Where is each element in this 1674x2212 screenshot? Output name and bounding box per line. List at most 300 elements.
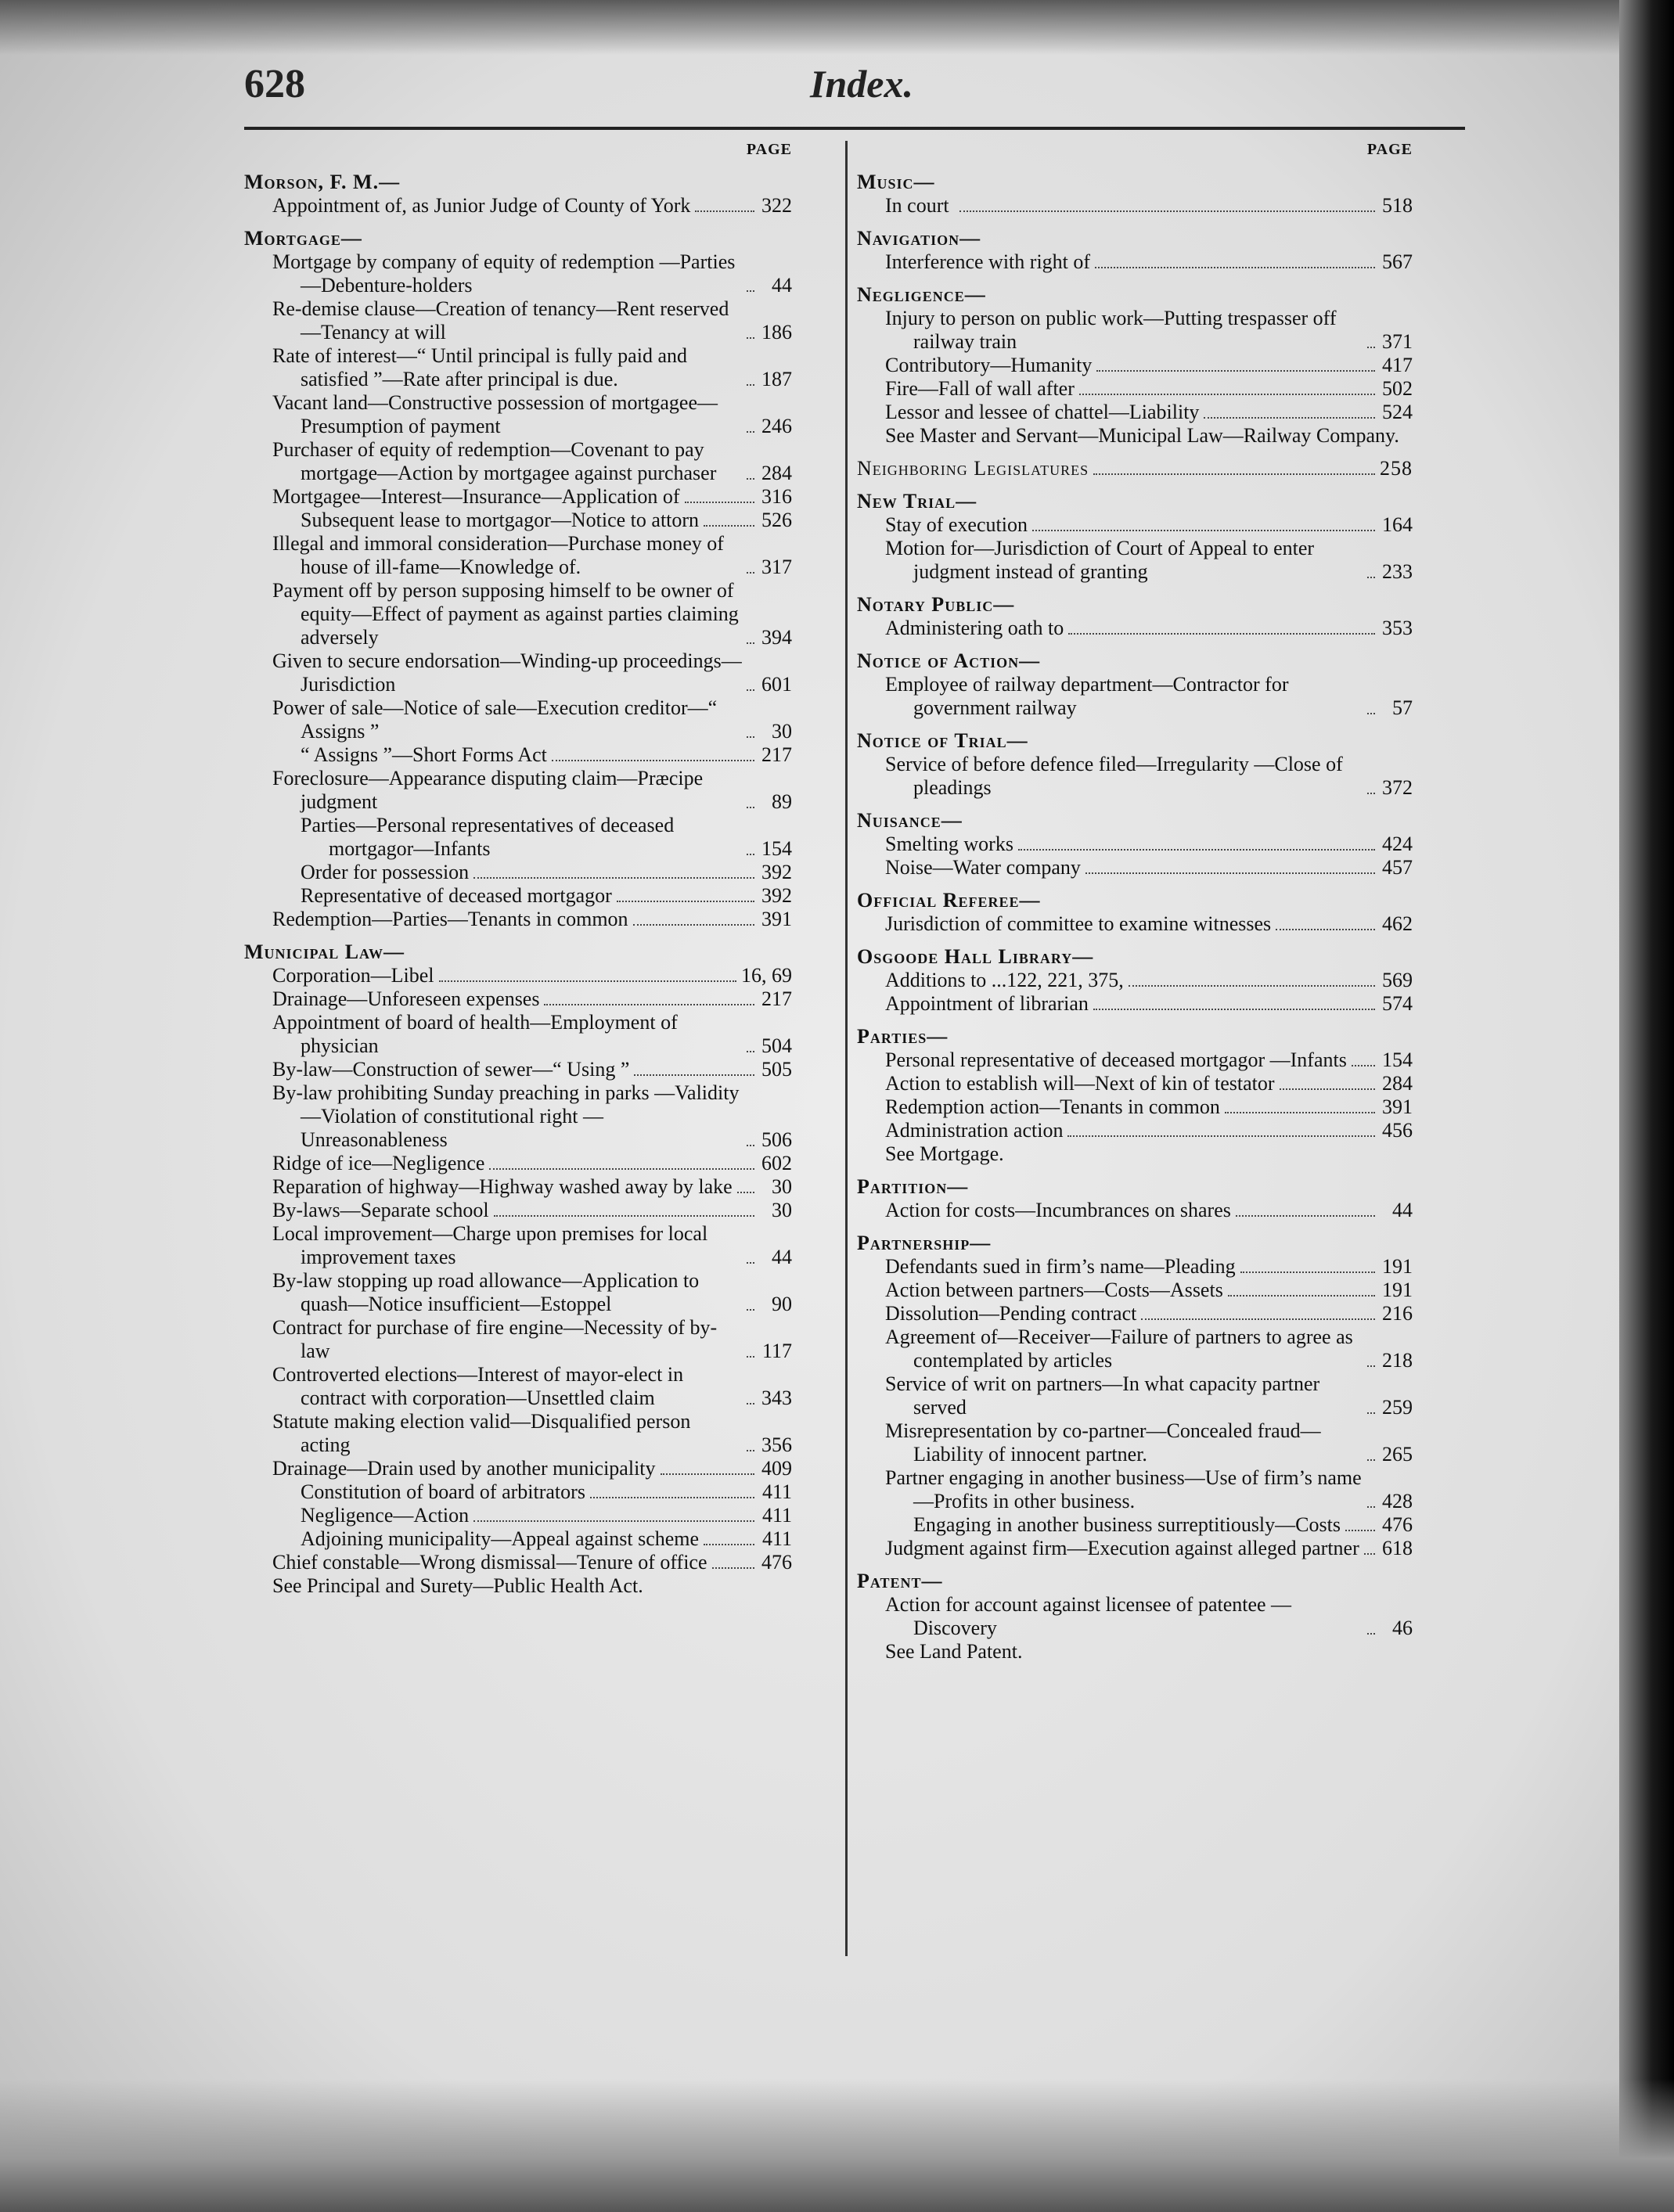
- index-entry-text: Power of sale—Notice of sale—Execution creditor—“ Assigns ”: [272, 696, 718, 743]
- index-entry-text: By-law prohibiting Sunday preaching in parks —Validity—Violation of constitutional right —Unreasonableness: [272, 1081, 740, 1151]
- dot-leader: [633, 924, 754, 926]
- index-entry-text: Jurisdiction of committee to examine witnesses: [885, 912, 1272, 935]
- index-entry: [857, 1302, 1413, 1325]
- left-index-column: [244, 141, 792, 1598]
- index-entry: [244, 1410, 792, 1457]
- index-entry: [244, 1551, 792, 1574]
- index-page-number: 526: [761, 509, 792, 531]
- dot-leader: [590, 1497, 754, 1498]
- index-entry: [244, 391, 792, 438]
- dot-leader: [1085, 872, 1375, 874]
- index-page-number: 456: [1382, 1119, 1413, 1142]
- index-entry: [857, 1640, 1413, 1663]
- dot-leader: [544, 1004, 754, 1005]
- index-entry: [857, 1593, 1413, 1640]
- index-entry: [244, 1011, 792, 1058]
- index-entry: [857, 1279, 1413, 1302]
- index-entry-text: Foreclosure—Appearance disputing claim—Præcipe judgment: [272, 767, 704, 813]
- index-entry: [857, 1325, 1413, 1372]
- dot-leader: [747, 572, 754, 574]
- index-page-number: 191: [1382, 1279, 1413, 1301]
- index-heading-text: Neighboring Legislatures: [857, 457, 1089, 480]
- index-page-number: 154: [1382, 1048, 1413, 1071]
- dot-leader: [1093, 1009, 1375, 1010]
- index-entry: [244, 250, 792, 297]
- index-page-number: 353: [1382, 617, 1413, 639]
- dot-leader: [617, 901, 754, 902]
- index-entry-text: Representative of deceased mortgagor: [301, 884, 612, 907]
- index-entry-text: Redemption action—Tenants in common: [885, 1095, 1220, 1118]
- index-page-number: 259: [1382, 1396, 1413, 1419]
- index-entry-text: Given to secure endorsation—Winding-up proceedings—Jurisdiction: [272, 649, 742, 696]
- dot-leader: [473, 1520, 754, 1522]
- dot-leader: [1367, 793, 1375, 794]
- index-entry: [857, 354, 1413, 377]
- index-entry-text: Service of writ on partners—In what capacity partner served: [885, 1372, 1320, 1419]
- dot-leader: [712, 1567, 754, 1569]
- index-page-number: 284: [761, 462, 792, 484]
- index-entry-text: Misrepresentation by co-partner—Concealed fraud—Liability of innocent partner.: [885, 1419, 1321, 1466]
- index-page-number: 187: [761, 368, 792, 390]
- index-page-number: 186: [761, 321, 792, 343]
- index-page-number: 30: [772, 1175, 792, 1198]
- index-entry-text: Personal representative of deceased mortgagor —Infants: [885, 1048, 1347, 1071]
- index-entry-text: In court: [885, 194, 949, 217]
- dot-leader: [473, 877, 754, 879]
- index-entry-text: Illegal and immoral consideration—Purchase money of house of ill-fame—Knowledge of.: [272, 532, 724, 578]
- dot-leader: [1364, 1553, 1375, 1555]
- dot-leader: [1367, 1633, 1375, 1635]
- index-heading: Morson, F. M.—: [244, 171, 401, 193]
- dot-leader: [1280, 1088, 1375, 1090]
- index-page-number: 411: [761, 1480, 792, 1503]
- dot-leader: [747, 1309, 754, 1311]
- dot-leader: [747, 431, 754, 433]
- index-page-number: 217: [761, 743, 792, 766]
- index-entry: [857, 1419, 1413, 1466]
- index-heading: Parties—: [857, 1025, 949, 1048]
- index-entry: [857, 537, 1413, 584]
- index-entry: [244, 1574, 792, 1598]
- index-page-number: 391: [761, 908, 792, 930]
- dot-leader: [1093, 473, 1375, 475]
- index-page-number: 506: [761, 1128, 792, 1151]
- dot-leader: [747, 1403, 754, 1405]
- dot-leader: [747, 807, 754, 808]
- index-entry: [857, 617, 1413, 640]
- index-entry: [857, 194, 1413, 218]
- dot-leader: [1079, 394, 1375, 395]
- index-heading: Partnership—: [857, 1232, 992, 1254]
- column-page-label: PAGE: [1366, 141, 1413, 158]
- dot-leader: [1367, 1506, 1375, 1508]
- dot-leader: [704, 525, 754, 527]
- index-page-number: 476: [761, 1551, 792, 1574]
- index-entry-text: Purchaser of equity of redemption—Covenant to pay mortgage—Action by mortgagee against purchaser: [272, 438, 717, 484]
- column-page-label: PAGE: [746, 141, 792, 158]
- index-heading: Notary Public—: [857, 593, 1015, 616]
- dot-leader: [1204, 417, 1375, 419]
- index-entry: [857, 1537, 1413, 1560]
- index-entry-text: Dissolution—Pending contract: [885, 1302, 1137, 1325]
- index-entry-text: Appointment of, as Junior Judge of County of York: [272, 194, 691, 217]
- dot-leader: [552, 760, 754, 761]
- index-page-number: 569: [1382, 969, 1413, 991]
- index-entry: [244, 438, 792, 485]
- dot-leader: [1276, 929, 1375, 930]
- dot-leader: [747, 689, 754, 691]
- index-page-number: 191: [1382, 1255, 1413, 1278]
- index-entry-text: Parties—Personal representatives of deceased mortgagor—Infants: [301, 814, 675, 860]
- index-entry: [244, 987, 792, 1011]
- dot-leader: [634, 1074, 754, 1076]
- dot-leader: [1018, 849, 1375, 851]
- index-entry-text: See Principal and Surety—Public Health Act.: [272, 1574, 643, 1597]
- right-index-column: [857, 141, 1413, 1663]
- index-entry: [244, 1527, 792, 1551]
- index-page-number: 476: [1382, 1513, 1413, 1536]
- index-entry-text: Motion for—Jurisdiction of Court of Appeal to enter judgment instead of granting: [885, 537, 1315, 583]
- dot-leader: [747, 736, 754, 738]
- index-entry: [244, 884, 792, 908]
- index-entry: [244, 1058, 792, 1081]
- index-entry-text: Statute making election valid—Disqualified person acting: [272, 1410, 691, 1456]
- index-page-number: 411: [761, 1504, 792, 1527]
- index-heading: Navigation—: [857, 227, 981, 250]
- index-page-number: 246: [761, 415, 792, 437]
- index-entry-text: Payment off by person supposing himself to be owner of equity—Effect of payment as against parties claiming adversely: [272, 579, 739, 649]
- dot-leader: [1032, 530, 1375, 531]
- dot-leader: [1129, 985, 1375, 987]
- index-entry-text: Interference with right of: [885, 250, 1091, 273]
- index-page-number: 57: [1392, 696, 1413, 719]
- index-page-number: 316: [761, 485, 792, 508]
- index-page-number: 44: [772, 274, 792, 297]
- index-entry: [857, 1255, 1413, 1279]
- dot-leader: [747, 1051, 754, 1052]
- index-page-number: 392: [761, 861, 792, 883]
- index-page-number: 504: [761, 1034, 792, 1057]
- index-page-number: 505: [761, 1058, 792, 1081]
- index-page-number: 356: [761, 1433, 792, 1456]
- index-entry: [857, 1513, 1413, 1537]
- index-entry-text: Reparation of highway—Highway washed away by lake: [272, 1175, 733, 1198]
- index-page-number: 216: [1382, 1302, 1413, 1325]
- index-entry-text: Order for possession: [301, 861, 470, 883]
- dot-leader: [1141, 1318, 1375, 1320]
- dot-leader: [1228, 1295, 1375, 1297]
- dot-leader: [747, 337, 754, 339]
- index-entry: [857, 1095, 1413, 1119]
- index-entry-text: Agreement of—Receiver—Failure of partners to agree as contemplated by articles: [885, 1325, 1353, 1372]
- index-heading: Mortgage—: [244, 227, 362, 250]
- index-page-number: 317: [761, 556, 792, 578]
- dot-leader: [1367, 1365, 1375, 1367]
- index-page-number: 409: [761, 1457, 792, 1480]
- index-page-number: 371: [1382, 330, 1413, 353]
- index-entry-text: By-law stopping up road allowance—Application to quash—Notice insufficient—Estoppel: [272, 1269, 700, 1315]
- index-entry: [244, 1457, 792, 1480]
- dot-leader: [1345, 1530, 1375, 1531]
- index-page-number: 462: [1382, 912, 1413, 935]
- index-entry-text: See Land Patent.: [885, 1640, 1023, 1663]
- index-page-number: 233: [1382, 560, 1413, 583]
- index-entry-text: Fire—Fall of wall after: [885, 377, 1075, 400]
- index-page-number: 44: [1392, 1199, 1413, 1221]
- index-entry-text: See Master and Servant—Municipal Law—Railway Company.: [885, 424, 1399, 447]
- index-page-number: 217: [761, 987, 792, 1010]
- index-page-number: 30: [772, 1199, 792, 1221]
- index-page-number: 164: [1382, 513, 1413, 536]
- index-entry: [857, 753, 1413, 800]
- index-page-number: 44: [772, 1246, 792, 1268]
- dot-leader: [704, 1544, 754, 1545]
- index-entry-text: Contract for purchase of fire engine—Necessity of by-law: [272, 1316, 718, 1362]
- index-entry-text: Action for costs—Incumbrances on shares: [885, 1199, 1231, 1221]
- index-page-number: 567: [1382, 250, 1413, 273]
- index-page-number: 457: [1382, 856, 1413, 879]
- index-entry-text: Re-demise clause—Creation of tenancy—Rent reserved—Tenancy at will: [272, 297, 729, 343]
- index-entry: [857, 1119, 1413, 1142]
- index-entry: [857, 969, 1413, 992]
- index-page-number: 424: [1382, 833, 1413, 855]
- index-entry-text: Subsequent lease to mortgagor—Notice to attorn: [301, 509, 700, 531]
- index-entry-text: Action for account against licensee of patentee —Discovery: [885, 1593, 1292, 1639]
- index-page-number: 392: [761, 884, 792, 907]
- index-entry-text: Engaging in another business surreptitiously—Costs: [913, 1513, 1341, 1536]
- index-entry: [857, 401, 1413, 424]
- index-page-number: 16, 69: [741, 964, 792, 987]
- index-page-number: 322: [761, 194, 792, 217]
- index-entry: [857, 992, 1413, 1016]
- index-entry-text: Appointment of librarian: [885, 992, 1089, 1015]
- index-entry: [244, 297, 792, 344]
- index-entry-text: Stay of execution: [885, 513, 1028, 536]
- index-page-number: 154: [761, 837, 792, 860]
- index-entry-text: By-law—Construction of sewer—“ Using ”: [272, 1058, 630, 1081]
- index-heading: Notice of Action—: [857, 649, 1041, 672]
- index-entry: [244, 1269, 792, 1316]
- index-entry-text: Administering oath to: [885, 617, 1064, 639]
- dot-leader: [1367, 713, 1375, 714]
- index-heading: [857, 457, 1413, 480]
- column-divider: [845, 141, 848, 1956]
- index-page-number: 30: [772, 720, 792, 743]
- index-entry-text: Judgment against firm—Execution against alleged partner: [885, 1537, 1359, 1559]
- index-page-number: 90: [772, 1293, 792, 1315]
- dot-leader: [494, 1215, 754, 1217]
- dot-leader: [695, 210, 754, 212]
- index-entry: [857, 673, 1413, 720]
- running-head: Index.: [810, 62, 913, 106]
- right-index-entries: [857, 171, 1413, 1663]
- header-rule: [244, 127, 1465, 130]
- index-page-number: 117: [761, 1340, 792, 1362]
- index-heading: Negligence—: [857, 283, 986, 306]
- index-entry: [857, 424, 1413, 448]
- index-entry-text: Vacant land—Constructive possession of mortgagee—Presumption of payment: [272, 391, 718, 437]
- index-entry: [244, 532, 792, 579]
- index-entry-text: Negligence—Action: [301, 1504, 470, 1527]
- index-entry: [244, 767, 792, 814]
- index-heading: Notice of Trial—: [857, 729, 1028, 752]
- index-entry: [244, 194, 792, 218]
- index-page-number: 258: [1380, 457, 1413, 480]
- index-page-number: 524: [1382, 401, 1413, 423]
- index-entry: [857, 1142, 1413, 1166]
- dot-leader: [1240, 1271, 1375, 1273]
- index-entry: [244, 696, 792, 743]
- dot-leader: [1367, 347, 1375, 348]
- index-entry-text: Chief constable—Wrong dismissal—Tenure of office: [272, 1551, 707, 1574]
- index-entry-text: Service of before defence filed—Irregularity —Close of pleadings: [885, 753, 1343, 799]
- index-page-number: 574: [1382, 992, 1413, 1015]
- index-entry-text: Appointment of board of health—Employment of physician: [272, 1011, 678, 1057]
- index-entry-text: Adjoining municipality—Appeal against scheme: [301, 1527, 700, 1550]
- index-entry-text: Additions to ...122, 221, 375,: [885, 969, 1124, 991]
- dot-leader: [661, 1473, 754, 1475]
- index-entry: [857, 1199, 1413, 1222]
- index-page-number: 428: [1382, 1490, 1413, 1512]
- dot-leader: [737, 1192, 754, 1193]
- index-entry: [244, 1480, 792, 1504]
- index-page-number: 391: [1382, 1095, 1413, 1118]
- index-entry: [244, 1316, 792, 1363]
- index-entry: [857, 1372, 1413, 1419]
- index-entry: [244, 743, 792, 767]
- index-entry-text: Injury to person on public work—Putting trespasser off railway train: [885, 307, 1337, 353]
- index-entry-text: Corporation—Libel: [272, 964, 434, 987]
- index-entry-text: Partner engaging in another business—Use of firm’s name—Profits in other business.: [885, 1466, 1362, 1512]
- index-entry-text: Constitution of board of arbitrators: [301, 1480, 585, 1503]
- dot-leader: [1352, 1065, 1375, 1066]
- index-page-number: 518: [1382, 194, 1413, 217]
- index-entry-text: Lessor and lessee of chattel—Liability: [885, 401, 1200, 423]
- index-page-number: 284: [1382, 1072, 1413, 1095]
- index-entry-text: Local improvement—Charge upon premises for local improvement taxes: [272, 1222, 708, 1268]
- dot-leader: [1236, 1215, 1375, 1217]
- index-entry-text: Drainage—Unforeseen expenses: [272, 987, 540, 1010]
- dot-leader: [439, 980, 736, 982]
- index-entry: [857, 1466, 1413, 1513]
- index-page-number: 343: [761, 1387, 792, 1409]
- dot-leader: [685, 502, 754, 503]
- index-entry: [244, 964, 792, 987]
- index-entry-text: Rate of interest—“ Until principal is fully paid and satisfied ”—Rate after principal is due.: [272, 344, 687, 390]
- index-entry: [244, 908, 792, 931]
- index-heading: Municipal Law—: [244, 941, 405, 963]
- index-entry-text: Mortgagee—Interest—Insurance—Application of: [272, 485, 680, 508]
- dot-leader: [1225, 1112, 1375, 1113]
- scan-top-shadow: [0, 0, 1674, 55]
- dot-leader: [1068, 633, 1375, 635]
- index-page-number: 417: [1382, 354, 1413, 376]
- index-page-number: 601: [761, 673, 792, 696]
- index-page-number: 46: [1392, 1617, 1413, 1639]
- index-entry: [857, 250, 1413, 274]
- index-entry-text: Ridge of ice—Negligence: [272, 1152, 485, 1174]
- index-entry: [857, 513, 1413, 537]
- index-page-number: 411: [761, 1527, 792, 1550]
- index-entry: [244, 579, 792, 649]
- dot-leader: [747, 642, 754, 644]
- index-entry: [244, 344, 792, 391]
- index-entry: [244, 1175, 792, 1199]
- index-entry-text: “ Assigns ”—Short Forms Act: [301, 743, 547, 766]
- index-page-number: 394: [761, 626, 792, 649]
- index-entry: [244, 1199, 792, 1222]
- index-entry: [244, 814, 792, 861]
- index-entry-text: Administration action: [885, 1119, 1064, 1142]
- index-entry-text: Noise—Water company: [885, 856, 1081, 879]
- book-spine-shadow: [1619, 0, 1674, 2212]
- index-entry: [244, 485, 792, 509]
- dot-leader: [747, 1145, 754, 1146]
- index-entry: [857, 307, 1413, 354]
- dot-leader: [747, 1356, 754, 1358]
- index-page-number: 372: [1382, 776, 1413, 799]
- index-entry: [857, 833, 1413, 856]
- index-entry-text: Defendants sued in firm’s name—Pleading: [885, 1255, 1236, 1278]
- index-entry: [244, 1222, 792, 1269]
- dot-leader: [747, 1262, 754, 1264]
- scan-bottom-shadow: [0, 2079, 1674, 2212]
- dot-leader: [747, 854, 754, 855]
- dot-leader: [1367, 577, 1375, 578]
- dot-leader: [747, 1450, 754, 1451]
- index-heading: Music—: [857, 171, 935, 193]
- dot-leader: [1096, 370, 1375, 372]
- index-entry-text: Redemption—Parties—Tenants in common: [272, 908, 628, 930]
- index-heading: Patent—: [857, 1570, 943, 1592]
- index-entry: [244, 649, 792, 696]
- dot-leader: [747, 478, 754, 480]
- index-page-number: 218: [1382, 1349, 1413, 1372]
- index-heading: Official Referee—: [857, 889, 1041, 912]
- index-entry: [857, 856, 1413, 879]
- index-entry: [857, 1048, 1413, 1072]
- index-heading: Osgoode Hall Library—: [857, 945, 1094, 968]
- index-entry-text: Drainage—Drain used by another municipality: [272, 1457, 656, 1480]
- index-entry-text: Controverted elections—Interest of mayor-elect in contract with corporation—Unsettled claim: [272, 1363, 684, 1409]
- dot-leader: [1367, 1459, 1375, 1461]
- index-entry-text: Employee of railway department—Contractor for government railway: [885, 673, 1289, 719]
- index-entry-text: Action between partners—Costs—Assets: [885, 1279, 1223, 1301]
- index-entry-text: Smelting works: [885, 833, 1013, 855]
- index-heading: New Trial—: [857, 490, 977, 513]
- dot-leader: [1367, 1412, 1375, 1414]
- dot-leader: [959, 210, 1375, 212]
- index-entry-text: By-laws—Separate school: [272, 1199, 489, 1221]
- index-entry: [857, 912, 1413, 936]
- index-entry: [244, 509, 792, 532]
- index-entry: [857, 1072, 1413, 1095]
- index-page-number: 602: [761, 1152, 792, 1174]
- dot-leader: [1095, 267, 1375, 268]
- page-number: 628: [244, 62, 305, 106]
- index-entry-text: Mortgage by company of equity of redemption —Parties—Debenture-holders: [272, 250, 736, 297]
- index-heading: Nuisance—: [857, 809, 963, 832]
- index-entry: [244, 1504, 792, 1527]
- dot-leader: [747, 384, 754, 386]
- index-entry: [857, 377, 1413, 401]
- index-entry: [244, 861, 792, 884]
- dot-leader: [489, 1168, 754, 1170]
- index-page-number: 618: [1382, 1537, 1413, 1559]
- left-index-entries: [244, 171, 792, 1598]
- index-entry: [244, 1152, 792, 1175]
- index-entry: [244, 1363, 792, 1410]
